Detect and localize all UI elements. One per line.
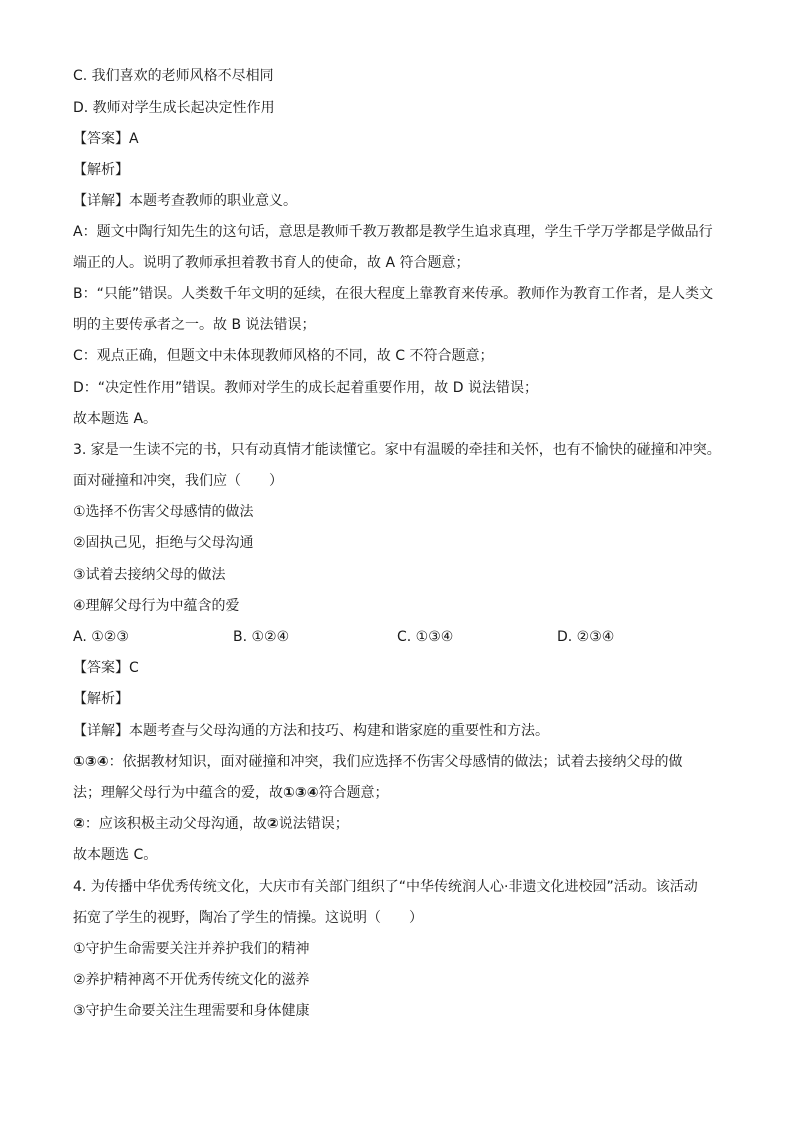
- bold-markers: ②: [73, 816, 85, 832]
- statement-item: ①守护生命需要关注并养护我们的精神: [73, 941, 310, 957]
- question-3-stem: 面对碰撞和冲突，我们应（ ）: [73, 473, 283, 489]
- explanation-line: [73, 752, 683, 772]
- explanation-line: [73, 783, 389, 803]
- choice-a: A. ①②③: [73, 629, 129, 645]
- conclusion-line: 故本题选 C。: [73, 847, 158, 863]
- question-4-stem: 拓宽了学生的视野，陶冶了学生的情操。这说明（ ）: [73, 910, 423, 926]
- bold-markers: ②: [266, 816, 279, 832]
- question-4-stem: 4. 为传播中华优秀传统文化，大庆市有关部门组织了“中华传统润人心·非遗文化进校园”活动。该活动: [73, 879, 698, 895]
- question-3-stem: 3. 家是一生读不完的书，只有动真情才能读懂它。家中有温暖的牵挂和关怀，也有不愉快的碰撞和冲突。: [73, 442, 721, 458]
- analysis-label: 【解析】: [73, 691, 129, 707]
- bold-markers: ①③④: [283, 785, 319, 801]
- option-d-line: D. 教师对学生成长起决定性作用: [73, 100, 275, 116]
- detail-line: 【详解】本题考查与父母沟通的方法和技巧、构建和谐家庭的重要性和方法。: [73, 723, 549, 739]
- answer-label: 【答案】A: [73, 131, 139, 147]
- choice-c: C. ①③④: [397, 629, 454, 645]
- conclusion-line: 故本题选 A。: [73, 411, 158, 427]
- explanation-line: 端正的人。说明了教师承担着教书育人的使命，故 A 符合题意；: [73, 255, 470, 271]
- detail-line: 【详解】本题考查教师的职业意义。: [73, 193, 297, 209]
- statement-item: ④理解父母行为中蕴含的爱: [73, 598, 240, 614]
- explanation-text: 符合题意；: [318, 785, 389, 801]
- explanation-text: ：依据教材知识，面对碰撞和冲突，我们应选择不伤害父母感情的做法；试着去接纳父母的做: [108, 754, 683, 770]
- statement-item: ③试着去接纳父母的做法: [73, 567, 226, 583]
- statement-item: ③守护生命要关注生理需要和身体健康: [73, 1003, 310, 1019]
- option-c-line: C. 我们喜欢的老师风格不尽相同: [73, 68, 274, 84]
- statement-item: ②固执己见，拒绝与父母沟通: [73, 535, 254, 551]
- explanation-text: 法；理解父母行为中蕴含的爱，故: [73, 785, 283, 801]
- analysis-label: 【解析】: [73, 162, 129, 178]
- explanation-text: 说法错误；: [278, 816, 349, 832]
- choice-b: B. ①②④: [233, 629, 290, 645]
- explanation-line: [73, 814, 349, 834]
- explanation-line: B：“只能”错误。人类数千年文明的延续，在很大程度上靠教育来传承。教师作为教育工作者，是人类文: [73, 286, 714, 302]
- explanation-line: 明的主要传承者之一。故 B 说法错误；: [73, 317, 316, 333]
- statement-item: ②养护精神离不开优秀传统文化的滋养: [73, 972, 310, 988]
- explanation-line: A：题文中陶行知先生的这句话，意思是教师千教万教都是教学生追求真理，学生千学万学都是学做品行: [73, 224, 713, 240]
- explanation-line: C：观点正确，但题文中未体现教师风格的不同，故 C 不符合题意；: [73, 348, 494, 364]
- explanation-text: ：应该积极主动父母沟通，故: [84, 816, 267, 832]
- statement-item: ①选择不伤害父母感情的做法: [73, 504, 254, 520]
- answer-label: 【答案】C: [73, 660, 139, 676]
- bold-markers: ①③④: [73, 754, 109, 770]
- choice-d: D. ②③④: [557, 629, 615, 645]
- explanation-line: D：“决定性作用”错误。教师对学生的成长起着重要作用，故 D 说法错误；: [73, 380, 538, 396]
